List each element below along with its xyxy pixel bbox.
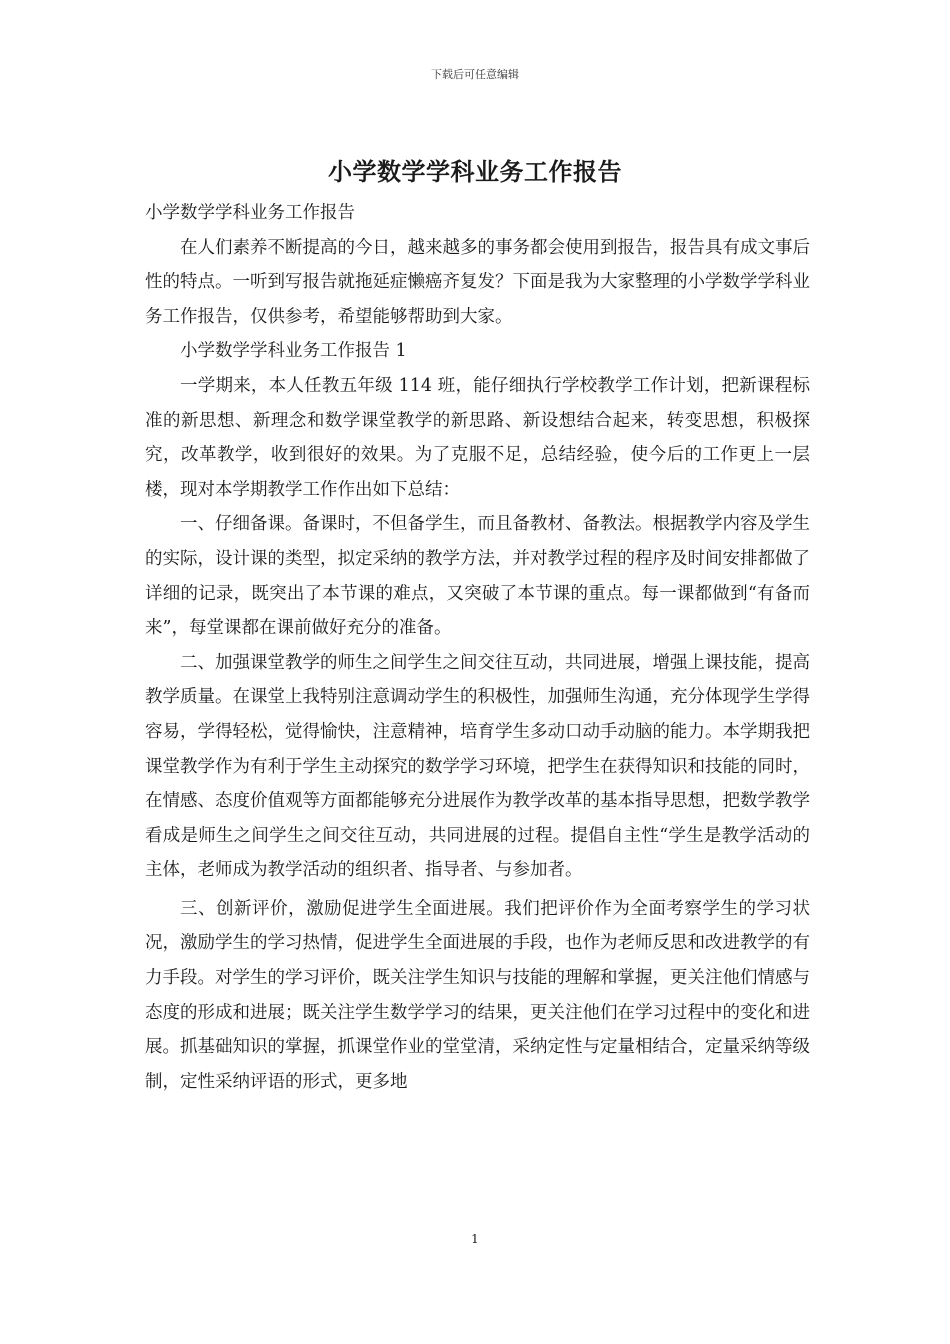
body-paragraph: 二、加强课堂教学的师生之间学生之间交往互动，共同进展，增强上课技能，提高教学质量。在课堂上我特别注意调动学生的积极性，加强师生沟通，充分体现学生学得容易，学得轻松，觉得愉快，注意精神，培育学生多动口动手动脑的能力。本学期我把课堂教学作为有利于学生主动探究的数学学习环境，把学生在获得知识和技能的同时，在情感、态度价值观等方面都能够充分进展作为教学改革的基本指导思想，把数学教学看成是师生之间学生之间交往互动，共同进展的过程。提倡自主性“学生是教学活动的主体，老师成为教学活动的组织者、指导者、与参加者。 [145,652,810,881]
body-paragraph: 一、仔细备课。备课时，不但备学生，而且备教材、备教法。根据教学内容及学生的实际，设计课的类型，拟定采纳的教学方法，并对教学过程的程序及时间安排都做了详细的记录，既突出了本节课的难点，又突破了本节课的重点。每一课都做到“有备而来”，每堂课都在课前做好充分的准备。 [145,514,810,639]
section-heading: 小学数学学科业务工作报告 1 [180,341,407,362]
document-title: 小学数学学科业务工作报告 [328,157,622,186]
body-paragraph: 三、创新评价，激励促进学生全面进展。我们把评价作为全面考察学生的学习状况，激励学生的学习热情，促进学生全面进展的手段，也作为老师反思和改进教学的有力手段。对学生的学习评价，既关注学生知识与技能的理解和掌握，更关注他们情感与态度的形成和进展；既关注学生数学学习的结果，更关注他们在学习过程中的变化和进展。抓基础知识的掌握，抓课堂作业的堂堂清，采纳定性与定量相结合，定量采纳等级制，定性采纳评语的形式，更多地 [145,898,810,1092]
body-paragraph: 一学期来，本人任教五年级 114 班，能仔细执行学校教学工作计划，把新课程标准的新思想、新理念和数学课堂教学的新思路、新设想结合起来，转变思想，积极探究，改革教学，收到很好的效果。为了克服不足，总结经验，使今后的工作更上一层楼，现对本学期教学工作作出如下总结： [145,375,810,500]
page-number: 1 [471,1232,479,1246]
intro-paragraph: 在人们素养不断提高的今日，越来越多的事务都会使用到报告，报告具有成文事后性的特点。一听到写报告就拖延症懒癌齐复发？下面是我为大家整理的小学数学学科业务工作报告，仅供参考，希望能够帮助到大家。 [145,237,810,327]
subtitle-paragraph: 小学数学学科业务工作报告 [145,203,355,223]
header-note: 下载后可任意编辑 [431,68,519,81]
document-body [145,196,810,1099]
